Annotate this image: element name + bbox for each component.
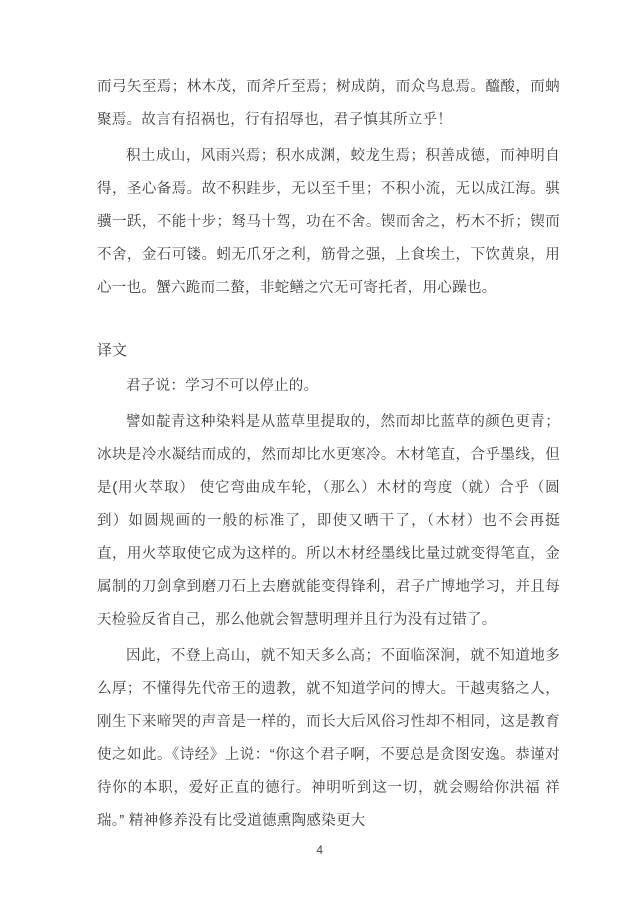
- translation-section-heading: 译文: [97, 342, 128, 359]
- original-text-paragraph-2: 积土成山，风雨兴焉；积水成渊，蛟龙生焉；积善成德，而神明自得，圣心备焉。故不积跬步，无以至千里；不积小流，无以成江海。骐骥一跃，不能十步；驽马十驾，功在不舍。锲而舍之，朽木不折；锲而不舍，金石可镂。蚓无爪牙之利，筋骨之强，上食埃土，下饮黄泉，用心一也。蟹六跪而二螯，非蛇鳝之穴无可寄托者，用心躁也。: [97, 148, 560, 296]
- translation-paragraph-1: 君子说：学习不可以停止的。: [126, 378, 319, 394]
- document-content: [97, 71, 560, 838]
- page-number: 4: [316, 843, 324, 857]
- translation-paragraph-2: 譬如靛青这种染料是从蓝草里提取的，然而却比蓝草的颜色更青；冰块是冷水凝结而成的，然而却比水更寒冷。木材笔直，合乎墨线，但是(用火萃取） 使它弯曲成车轮，（那么）木材的弯度（就）合乎（圆到）如圆规画的一般的标准了，即使又晒干了，（木材）也不会再挺直，用火萃取使它成为这样的。所以木材经墨线比量过就变得笔直，金属制的刀剑拿到磨刀石上去磨就能变得锋利，君子广博地学习，并且每天检验反省自己，那么他就会智慧明理并且行为没有过错了。: [97, 414, 560, 628]
- translation-paragraph-3: 因此，不登上高山，就不知天多么高；不面临深涧，就不知道地多么厚；不懂得先代帝王的遗教，就不知道学问的博大。干越夷貉之人，刚生下来啼哭的声音是一样的，而长大后风俗习性却不相同，这是教育使之如此。《诗经》上说：“你这个君子啊，不要总是贪图安逸。恭谨对待你的本职，爱好正直的德行。神明听到这一切，就会赐给你洪福 祥瑞。” 精神修养没有比受道德熏陶感染更大: [97, 648, 560, 829]
- original-text-paragraph-1: 而弓矢至焉；林木茂，而斧斤至焉；树成荫，而众鸟息焉。醯酸，而蚋聚焉。故言有招祸也，行有招辱也，君子慎其所立乎！: [97, 79, 560, 128]
